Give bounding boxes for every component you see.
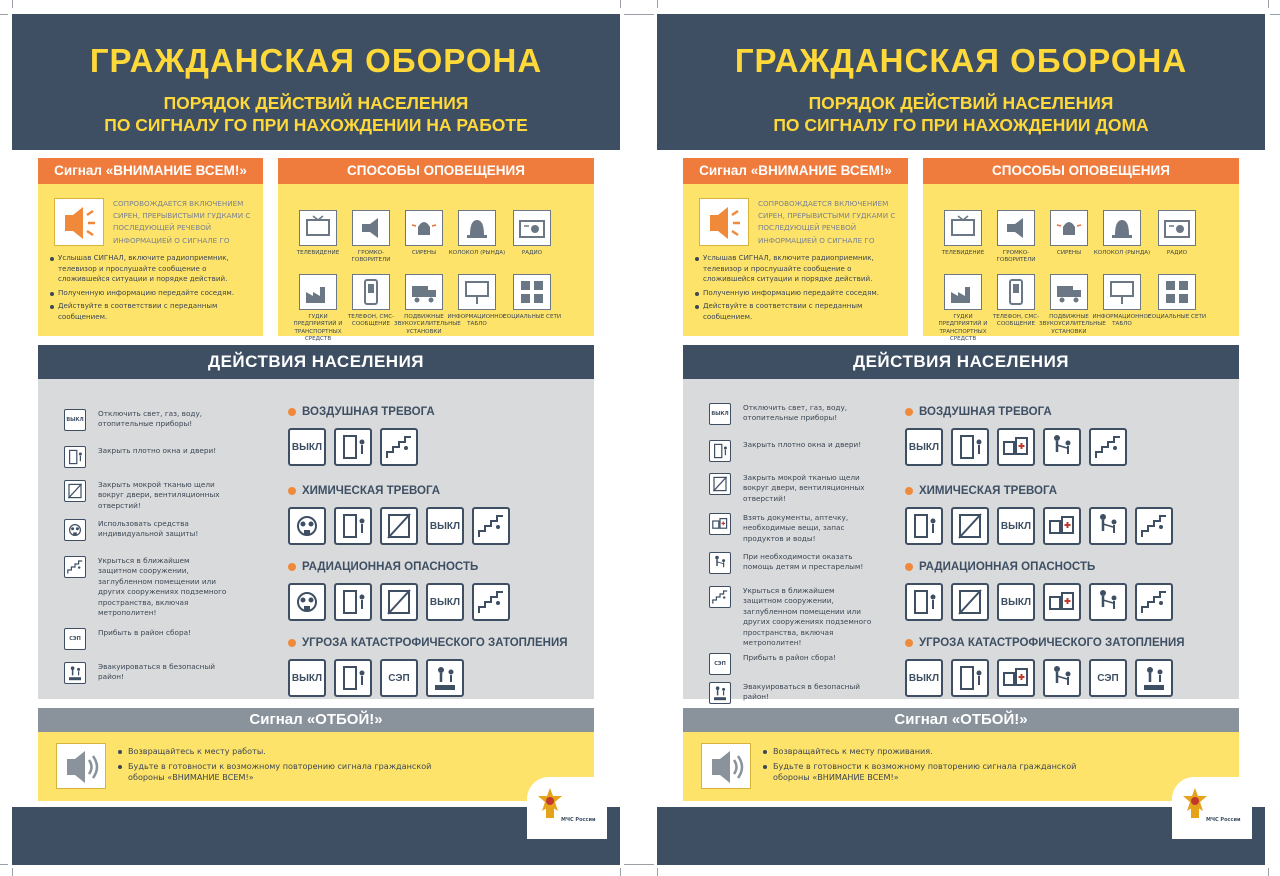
alarm-section bbox=[905, 559, 1173, 621]
action-text: Отключить свет, газ, воду, отопительные приборы! bbox=[98, 409, 203, 429]
method-label: ТЕЛЕВИДЕНИЕ bbox=[941, 250, 985, 256]
notification-methods-header: СПОСОБЫ ОПОВЕЩЕНИЯ bbox=[923, 158, 1239, 184]
crop-mark bbox=[1268, 868, 1269, 876]
all-clear-signal-header: Сигнал «ОТБОЙ!» bbox=[38, 708, 594, 732]
crop-mark bbox=[1268, 0, 1269, 8]
help-icon bbox=[709, 552, 731, 574]
action-text: Закрыть мокрой тканью щели вокруг двери, вентиляционных отверстий! bbox=[743, 473, 865, 503]
population-actions-header: ДЕЙСТВИЯ НАСЕЛЕНИЯ bbox=[38, 345, 594, 379]
door-icon bbox=[334, 428, 372, 466]
crop-mark bbox=[620, 0, 621, 8]
emblem-icon bbox=[1181, 787, 1209, 821]
method-label: КОЛОКОЛ (РЫНДА) bbox=[448, 250, 506, 256]
alarm-section-title: ХИМИЧЕСКАЯ ТРЕВОГА bbox=[288, 483, 510, 499]
truck-icon bbox=[405, 274, 443, 310]
sep-icon: СЭП bbox=[709, 653, 731, 675]
notification-method bbox=[1092, 274, 1152, 329]
alarm-icon-row bbox=[288, 659, 568, 697]
notification-method bbox=[986, 274, 1046, 329]
speaker-icon bbox=[56, 743, 106, 789]
notification-method bbox=[933, 210, 993, 257]
method-label: ПОДВИЖНЫЕ ЗВУКОУСИЛИТЕЛЬНЫЕ УСТАНОВКИ bbox=[394, 314, 461, 335]
logo-text: МЧС России bbox=[561, 817, 596, 823]
gas-mask-icon bbox=[288, 507, 326, 545]
alarm-icon-row bbox=[905, 659, 1185, 697]
alarm-section bbox=[288, 404, 435, 466]
truck-icon bbox=[1050, 274, 1088, 310]
poster-title: ГРАЖДАНСКАЯ ОБОРОНА bbox=[89, 42, 543, 79]
notification-method bbox=[288, 210, 348, 257]
notification-methods-panel bbox=[278, 158, 594, 343]
seal-gaps-icon bbox=[380, 507, 418, 545]
alarm-icon-row bbox=[288, 428, 435, 466]
board-icon bbox=[1103, 274, 1141, 310]
action-text: Эвакуироваться в безопасный район! bbox=[743, 682, 860, 702]
power-off-icon: ВЫКЛ bbox=[997, 507, 1035, 545]
board-icon bbox=[458, 274, 496, 310]
alarm-section-title: ВОЗДУШНАЯ ТРЕВОГА bbox=[905, 404, 1127, 420]
crop-mark bbox=[624, 14, 654, 15]
alarm-section bbox=[288, 635, 568, 697]
action-text: Прибыть в район сбора! bbox=[743, 653, 837, 662]
help-icon bbox=[1089, 583, 1127, 621]
alarm-section bbox=[288, 559, 510, 621]
social-icon bbox=[1158, 274, 1196, 310]
crop-mark bbox=[12, 0, 13, 8]
siren-icon bbox=[1050, 210, 1088, 246]
door-icon bbox=[951, 428, 989, 466]
list-item: Будьте в готовности к возможному повторению сигнала гражданской обороны «ВНИМАНИЕ ВСЕМ!» bbox=[763, 761, 1093, 784]
alarm-icon-row bbox=[288, 507, 510, 545]
list-item: Услышав СИГНАЛ, включите радиоприемник, телевизор и прослушайте сообщение о сложившейся ситуации и порядке действий. bbox=[695, 253, 903, 285]
method-label: ИНФОРМАЦИОННОЕ ТАБЛО bbox=[447, 314, 507, 328]
logo-text: МЧС России bbox=[1206, 817, 1241, 823]
list-item: Возвращайтесь к месту работы. bbox=[118, 746, 448, 758]
alarm-section-title: УГРОЗА КАТАСТРОФИЧЕСКОГО ЗАТОПЛЕНИЯ bbox=[905, 635, 1185, 651]
crop-mark bbox=[620, 868, 621, 876]
method-label: СИРЕНЫ bbox=[1056, 250, 1082, 256]
action-text: Отключить свет, газ, воду, отопительные приборы! bbox=[743, 403, 848, 423]
list-item: Действуйте в соответствии с переданным сообщением. bbox=[50, 301, 258, 322]
supplies-icon bbox=[997, 428, 1035, 466]
door-icon bbox=[905, 507, 943, 545]
method-label: ГРОМКО-ГОВОРИТЕЛИ bbox=[351, 250, 391, 264]
method-label: ТЕЛЕВИДЕНИЕ bbox=[296, 250, 340, 256]
seal-gaps-icon bbox=[709, 473, 731, 495]
poster-header bbox=[657, 14, 1265, 150]
subtitle-line-1: ПОРЯДОК ДЕЙСТВИЙ НАСЕЛЕНИЯ bbox=[163, 93, 469, 113]
bell-icon bbox=[1103, 210, 1141, 246]
emblem-icon bbox=[536, 787, 564, 821]
method-label: ГРОМКО-ГОВОРИТЕЛИ bbox=[996, 250, 1036, 264]
power-off-icon: ВЫКЛ bbox=[997, 583, 1035, 621]
speaker-icon bbox=[699, 198, 749, 246]
attention-signal-list bbox=[695, 253, 903, 326]
list-item: Полученную информацию передайте соседям. bbox=[50, 288, 258, 299]
power-off-icon: ВЫКЛ bbox=[288, 428, 326, 466]
shelter-icon bbox=[1089, 428, 1127, 466]
list-item: Действуйте в соответствии с переданным сообщением. bbox=[695, 301, 903, 322]
speaker-icon bbox=[701, 743, 751, 789]
phone-icon bbox=[997, 274, 1035, 310]
poster-header bbox=[12, 14, 620, 150]
all-clear-signal-panel bbox=[683, 732, 1239, 801]
method-label: ТЕЛЕФОН, СМС-СООБЩЕНИЕ bbox=[347, 314, 395, 328]
population-actions-panel bbox=[38, 379, 594, 699]
notification-method bbox=[502, 274, 562, 321]
attention-signal-header: Сигнал «ВНИМАНИЕ ВСЕМ!» bbox=[38, 158, 263, 184]
poster-at-work bbox=[12, 14, 620, 865]
poster-at-home bbox=[657, 14, 1265, 865]
loudspeaker-icon bbox=[997, 210, 1035, 246]
sep-icon: СЭП bbox=[1089, 659, 1127, 697]
all-clear-list bbox=[118, 746, 448, 787]
action-text: Эвакуироваться в безопасный район! bbox=[98, 662, 215, 682]
list-item: Будьте в готовности к возможному повторению сигнала гражданской обороны «ВНИМАНИЕ ВСЕМ!» bbox=[118, 761, 448, 784]
action-text: Закрыть плотно окна и двери! bbox=[743, 440, 862, 449]
shelter-icon bbox=[380, 428, 418, 466]
method-label: ИНФОРМАЦИОННОЕ ТАБЛО bbox=[1092, 314, 1152, 328]
alarm-section-title: РАДИАЦИОННАЯ ОПАСНОСТЬ bbox=[288, 559, 510, 575]
notification-method bbox=[502, 210, 562, 257]
power-off-icon: ВЫКЛ bbox=[905, 659, 943, 697]
population-actions-header: ДЕЙСТВИЯ НАСЕЛЕНИЯ bbox=[683, 345, 1239, 379]
notification-method bbox=[933, 274, 993, 344]
method-label: СИРЕНЫ bbox=[411, 250, 437, 256]
supplies-icon bbox=[709, 513, 731, 535]
alarm-section-title: ХИМИЧЕСКАЯ ТРЕВОГА bbox=[905, 483, 1173, 499]
method-label: СОЦИАЛЬНЫЕ СЕТИ bbox=[1147, 314, 1207, 320]
notification-method bbox=[1147, 274, 1207, 321]
poster-title: ГРАЖДАНСКАЯ ОБОРОНА bbox=[734, 42, 1188, 79]
shelter-icon bbox=[472, 507, 510, 545]
crop-mark bbox=[624, 864, 654, 865]
gas-mask-icon bbox=[288, 583, 326, 621]
alarm-section bbox=[288, 483, 510, 545]
factory-icon bbox=[944, 274, 982, 310]
door-icon bbox=[334, 583, 372, 621]
poster-subtitle bbox=[12, 92, 620, 136]
all-clear-signal-header: Сигнал «ОТБОЙ!» bbox=[683, 708, 1239, 732]
help-icon bbox=[1089, 507, 1127, 545]
notification-methods-header: СПОСОБЫ ОПОВЕЩЕНИЯ bbox=[278, 158, 594, 184]
all-clear-signal-panel bbox=[38, 732, 594, 801]
notification-method bbox=[986, 210, 1046, 265]
crop-mark bbox=[1270, 14, 1280, 15]
alarm-icon-row bbox=[905, 583, 1173, 621]
notification-method bbox=[1039, 210, 1099, 257]
loudspeaker-icon bbox=[352, 210, 390, 246]
social-icon bbox=[513, 274, 551, 310]
action-text: Укрыться в ближайшем защитном сооружении, заглубленном помещении или других сооружениях подземного пространства, включая метрополитен! bbox=[98, 556, 227, 618]
notification-method bbox=[447, 210, 507, 257]
alarm-section bbox=[905, 404, 1127, 466]
sep-icon: СЭП bbox=[380, 659, 418, 697]
factory-icon bbox=[299, 274, 337, 310]
bell-icon bbox=[458, 210, 496, 246]
radio-icon bbox=[1158, 210, 1196, 246]
shelter-icon bbox=[64, 556, 86, 578]
method-label: ПОДВИЖНЫЕ ЗВУКОУСИЛИТЕЛЬНЫЕ УСТАНОВКИ bbox=[1039, 314, 1106, 335]
list-item: Возвращайтесь к месту проживания. bbox=[763, 746, 1093, 758]
shelter-icon bbox=[1135, 583, 1173, 621]
action-text: Закрыть плотно окна и двери! bbox=[98, 446, 217, 455]
notification-method bbox=[1039, 274, 1106, 336]
alarm-icon-row bbox=[905, 507, 1173, 545]
evacuate-icon bbox=[426, 659, 464, 697]
attention-signal-panel bbox=[38, 158, 263, 336]
emercom-logo bbox=[1172, 777, 1252, 839]
crop-mark bbox=[657, 868, 658, 876]
sep-icon: СЭП bbox=[64, 628, 86, 650]
alarm-section-title: УГРОЗА КАТАСТРОФИЧЕСКОГО ЗАТОПЛЕНИЯ bbox=[288, 635, 568, 651]
alarm-section bbox=[905, 483, 1173, 545]
attention-signal-panel bbox=[683, 158, 908, 336]
seal-gaps-icon bbox=[64, 480, 86, 502]
tv-icon bbox=[944, 210, 982, 246]
crop-mark bbox=[0, 14, 8, 15]
attention-signal-header: Сигнал «ВНИМАНИЕ ВСЕМ!» bbox=[683, 158, 908, 184]
notification-method bbox=[1092, 210, 1152, 257]
subtitle-line-1: ПОРЯДОК ДЕЙСТВИЙ НАСЕЛЕНИЯ bbox=[808, 93, 1114, 113]
population-actions-panel bbox=[683, 379, 1239, 702]
evacuate-icon bbox=[709, 682, 731, 704]
shelter-icon bbox=[709, 586, 731, 608]
gas-mask-icon bbox=[64, 519, 86, 541]
help-icon bbox=[1043, 428, 1081, 466]
method-label: ТЕЛЕФОН, СМС-СООБЩЕНИЕ bbox=[992, 314, 1040, 328]
power-off-icon: ВЫКЛ bbox=[426, 583, 464, 621]
alarm-section bbox=[905, 635, 1185, 697]
power-off-icon: ВЫКЛ bbox=[709, 403, 731, 425]
notification-method bbox=[288, 274, 348, 344]
action-text: Использовать средства индивидуальной защиты! bbox=[98, 519, 199, 539]
supplies-icon bbox=[997, 659, 1035, 697]
alarm-icon-row bbox=[905, 428, 1127, 466]
action-text: Укрыться в ближайшем защитном сооружении, заглубленном помещении или других сооружениях подземного пространства, включая метрополитен! bbox=[743, 586, 872, 648]
speaker-icon bbox=[54, 198, 104, 246]
action-text: Закрыть мокрой тканью щели вокруг двери, вентиляционных отверстий! bbox=[98, 480, 220, 510]
crop-mark bbox=[0, 864, 8, 865]
alarm-section-title: ВОЗДУШНАЯ ТРЕВОГА bbox=[288, 404, 435, 420]
alarm-section-title: РАДИАЦИОННАЯ ОПАСНОСТЬ bbox=[905, 559, 1173, 575]
supplies-icon bbox=[1043, 583, 1081, 621]
notification-method bbox=[394, 274, 461, 336]
door-icon bbox=[709, 440, 731, 462]
power-off-icon: ВЫКЛ bbox=[905, 428, 943, 466]
notification-method bbox=[394, 210, 454, 257]
evacuate-icon bbox=[1135, 659, 1173, 697]
power-off-icon: ВЫКЛ bbox=[426, 507, 464, 545]
seal-gaps-icon bbox=[951, 583, 989, 621]
method-label: ГУДКИ ПРЕДПРИЯТИЙ И ТРАНСПОРТНЫХ СРЕДСТВ bbox=[293, 314, 343, 343]
method-label: РАДИО bbox=[521, 250, 543, 256]
alarm-icon-row bbox=[288, 583, 510, 621]
notification-method bbox=[341, 210, 401, 265]
door-icon bbox=[64, 446, 86, 468]
seal-gaps-icon bbox=[951, 507, 989, 545]
shelter-icon bbox=[472, 583, 510, 621]
attention-signal-list bbox=[50, 253, 258, 326]
crop-mark bbox=[12, 868, 13, 876]
evacuate-icon bbox=[64, 662, 86, 684]
method-label: КОЛОКОЛ (РЫНДА) bbox=[1093, 250, 1151, 256]
notification-methods-panel bbox=[923, 158, 1239, 343]
list-item: Услышав СИГНАЛ, включите радиоприемник, телевизор и прослушайте сообщение о сложившейся ситуации и порядке действий. bbox=[50, 253, 258, 285]
emercom-logo bbox=[527, 777, 607, 839]
phone-icon bbox=[352, 274, 390, 310]
notification-method bbox=[447, 274, 507, 329]
attention-signal-description: СОПРОВОЖДАЕТСЯ ВКЛЮЧЕНИЕМ СИРЕН, ПРЕРЫВИСТЫМИ ГУДКАМИ С ПОСЛЕДУЮЩЕЙ РЕЧЕВОЙ ИНФОРМАЦИЕЙ О СИГНАЛЕ ГО bbox=[758, 199, 896, 245]
help-icon bbox=[1043, 659, 1081, 697]
action-text: При необходимости оказать помощь детям и престарелым! bbox=[743, 552, 864, 572]
power-off-icon: ВЫКЛ bbox=[64, 409, 86, 431]
door-icon bbox=[905, 583, 943, 621]
method-label: ГУДКИ ПРЕДПРИЯТИЙ И ТРАНСПОРТНЫХ СРЕДСТВ bbox=[938, 314, 988, 343]
action-text: Взять документы, аптечку, необходимые вещи, запас продуктов и воды! bbox=[743, 513, 849, 543]
shelter-icon bbox=[1135, 507, 1173, 545]
subtitle-line-2: ПО СИГНАЛУ ГО ПРИ НАХОЖДЕНИИ НА РАБОТЕ bbox=[104, 115, 528, 135]
notification-method bbox=[341, 274, 401, 329]
list-item: Полученную информацию передайте соседям. bbox=[695, 288, 903, 299]
door-icon bbox=[951, 659, 989, 697]
notification-method bbox=[1147, 210, 1207, 257]
all-clear-list bbox=[763, 746, 1093, 787]
tv-icon bbox=[299, 210, 337, 246]
door-icon bbox=[334, 507, 372, 545]
poster-subtitle bbox=[657, 92, 1265, 136]
action-text: Прибыть в район сбора! bbox=[98, 628, 192, 637]
seal-gaps-icon bbox=[380, 583, 418, 621]
supplies-icon bbox=[1043, 507, 1081, 545]
door-icon bbox=[334, 659, 372, 697]
crop-mark bbox=[657, 0, 658, 8]
method-label: СОЦИАЛЬНЫЕ СЕТИ bbox=[502, 314, 562, 320]
subtitle-line-2: ПО СИГНАЛУ ГО ПРИ НАХОЖДЕНИИ ДОМА bbox=[773, 115, 1149, 135]
method-label: РАДИО bbox=[1166, 250, 1188, 256]
power-off-icon: ВЫКЛ bbox=[288, 659, 326, 697]
attention-signal-description: СОПРОВОЖДАЕТСЯ ВКЛЮЧЕНИЕМ СИРЕН, ПРЕРЫВИСТЫМИ ГУДКАМИ С ПОСЛЕДУЮЩЕЙ РЕЧЕВОЙ ИНФОРМАЦИЕЙ О СИГНАЛЕ ГО bbox=[113, 199, 251, 245]
radio-icon bbox=[513, 210, 551, 246]
siren-icon bbox=[405, 210, 443, 246]
